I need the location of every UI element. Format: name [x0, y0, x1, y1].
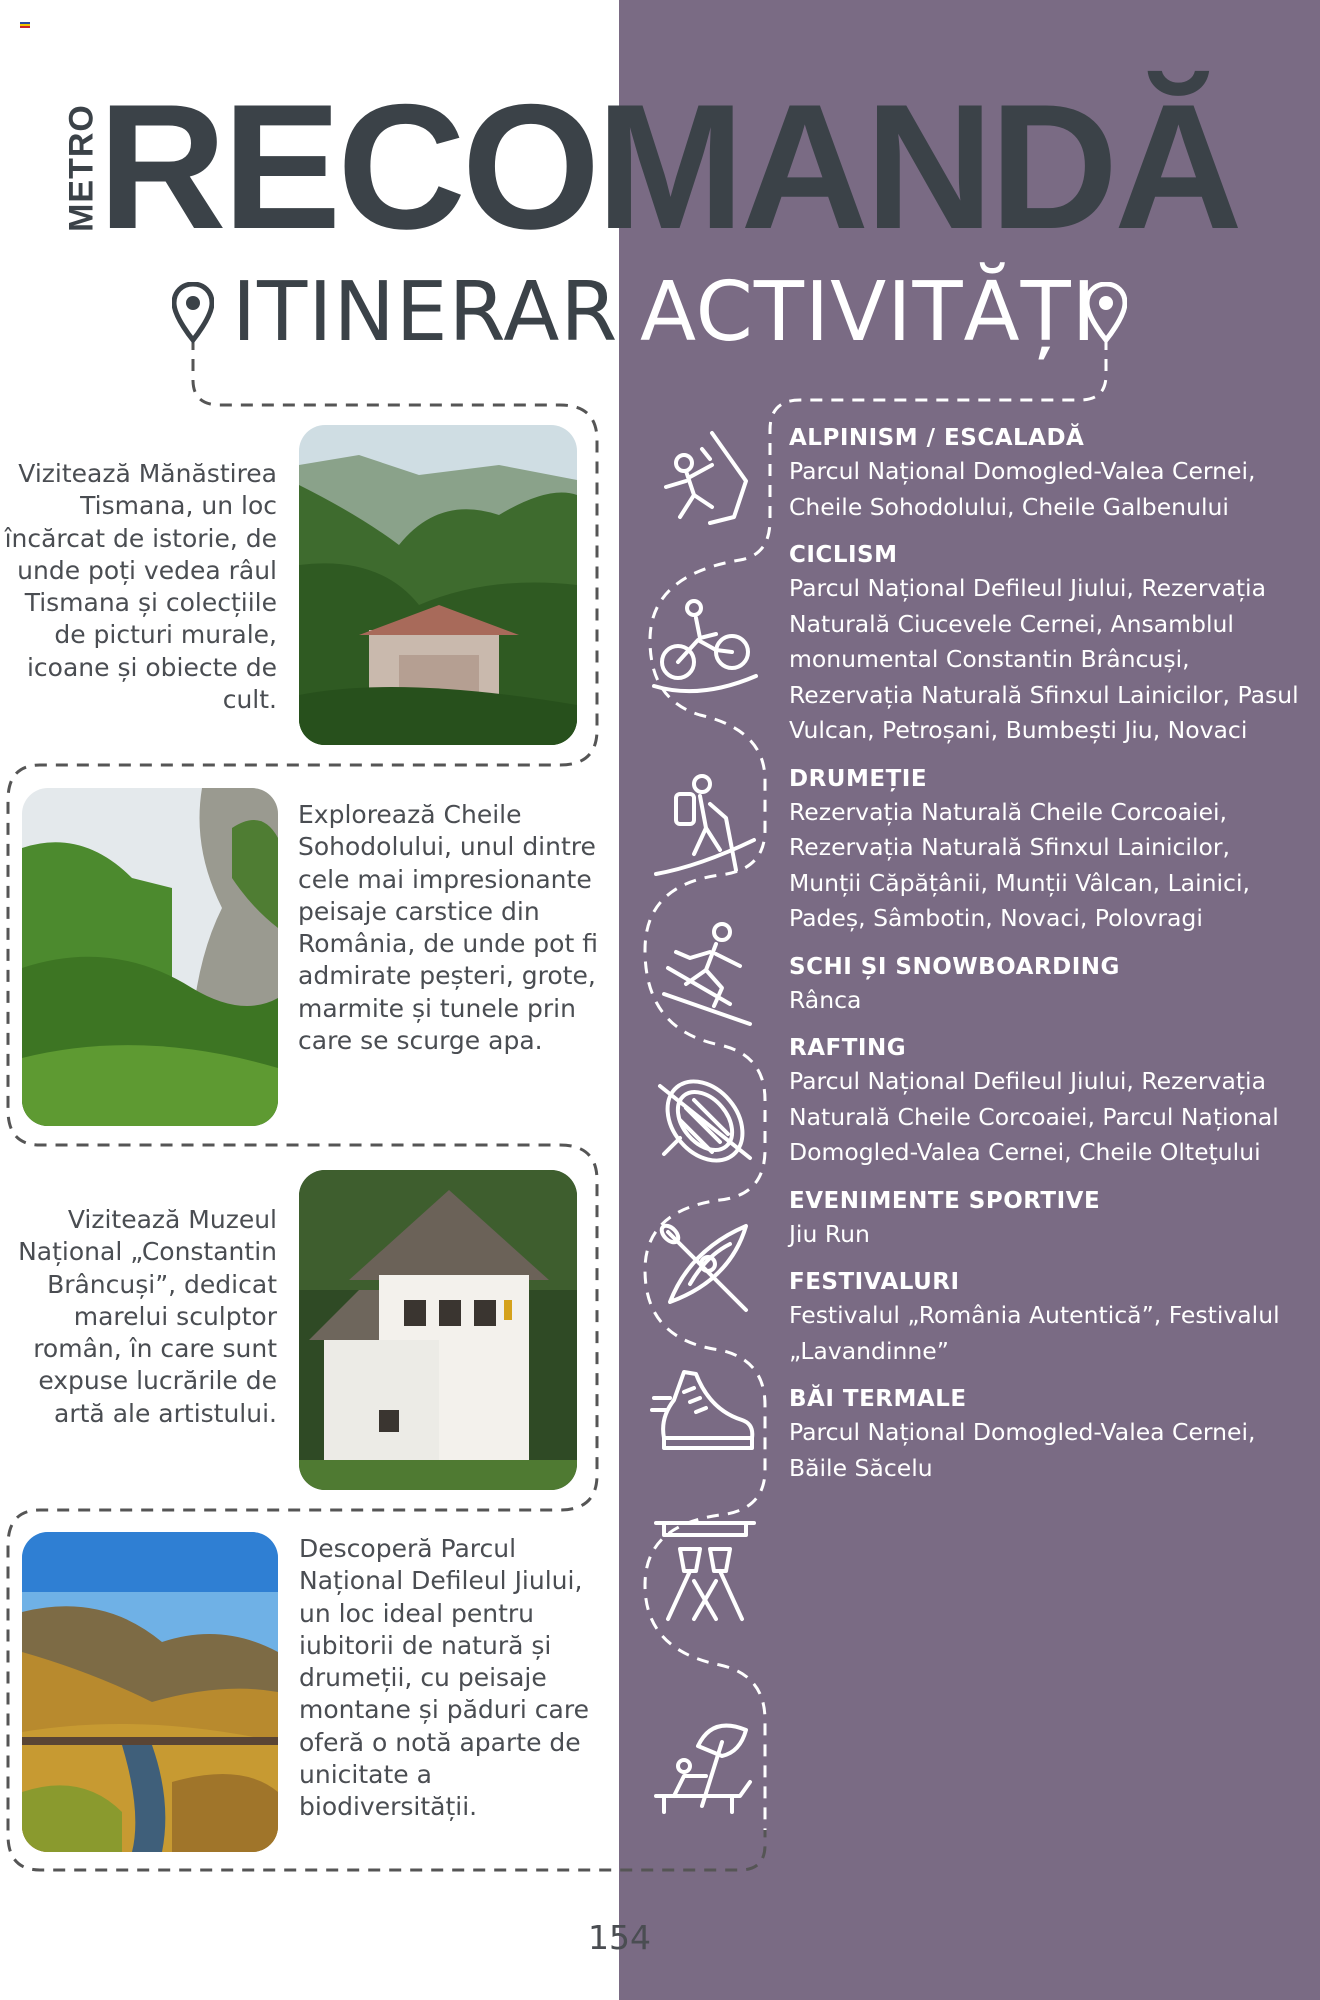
jiu-gorge-park-photo: [22, 1532, 278, 1852]
activity-locations: Jiu Run: [789, 1219, 870, 1248]
activities-heading: ACTIVITĂȚI: [640, 265, 1097, 360]
activity-title: FESTIVALURI: [789, 1269, 960, 1295]
activity-title: ALPINISM / ESCALADĂ: [789, 425, 1085, 451]
brand-label: METRO: [62, 104, 101, 232]
running-shoe-icon: [650, 1358, 760, 1468]
activity-locations: Rânca: [789, 985, 862, 1014]
hiking-icon: [650, 770, 760, 880]
activity-title: RAFTING: [789, 1035, 907, 1061]
climbing-icon: [650, 425, 760, 535]
activity-title: BĂI TERMALE: [789, 1386, 967, 1412]
activity-item: [789, 539, 1309, 749]
activity-item: [789, 1266, 1309, 1369]
activity-title: CICLISM: [789, 542, 898, 568]
kayak-icon: [650, 1210, 760, 1320]
activity-item: [789, 1032, 1309, 1171]
beach-umbrella-icon: [650, 1712, 760, 1822]
festival-cheers-icon: [650, 1515, 760, 1625]
activities-list: [789, 422, 1309, 1500]
activity-title: DRUMEȚIE: [789, 765, 928, 792]
activity-item: [789, 422, 1309, 525]
skiing-icon: [650, 918, 760, 1028]
page-number: 154: [588, 1918, 651, 1957]
activity-locations: Parcul Național Defileul Jiului, Rezervația Naturală Ciucevele Cernei, Ansamblul monumental Constantin Brâncuși, Rezervația Naturală Sfinxul Lainicilor, Pasul Vulcan, Petroșani, Bumbești Jiu, Novaci: [789, 574, 1299, 744]
cycling-icon: [650, 590, 760, 700]
page-title: RECOMANDĂ: [98, 67, 1239, 266]
rafting-icon: [650, 1066, 760, 1176]
location-pin-icon: [172, 282, 214, 344]
activity-title: EVENIMENTE SPORTIVE: [789, 1187, 1101, 1214]
activity-title: SCHI ȘI SNOWBOARDING: [789, 953, 1120, 980]
activity-locations: Rezervația Naturală Cheile Corcoaiei, Rezervația Naturală Sfinxul Lainicilor, Munții Căpățânii, Munții Vâlcan, Lainici, Padeș, Sâmbotin, Novaci, Polovragi: [789, 797, 1250, 932]
activity-locations: Parcul Național Defileul Jiului, Rezervația Naturală Cheile Corcoaiei, Parcul Național Domogled-Valea Cernei, Cheile Olteţului: [789, 1067, 1279, 1166]
brancusi-museum-photo: [299, 1170, 577, 1490]
itinerary-text-3: Vizitează Muzeul Național „Constantin Brâncuși”, dedicat marelui sculptor român, în care sunt expuse lucrările de artă ale artistului.: [18, 1205, 277, 1428]
activity-item: [789, 1185, 1309, 1253]
itinerary-text-4: Descoperă Parcul Național Defileul Jiului, un loc ideal pentru iubitorii de natură și drumeții, cu peisaje montane și păduri care oferă o notă aparte de unicitate a biodiversității.: [299, 1534, 589, 1822]
tismana-monastery-photo: [299, 425, 577, 745]
itinerary-text-2: Explorează Cheile Sohodolului, unul dintre cele mai impresionante peisaje carstice din România, de unde pot fi admirate peșteri, grote, marmite și tunele prin care se scurge apa.: [298, 800, 598, 1056]
activity-locations: Parcul Național Domogled-Valea Cernei, Cheile Sohodolului, Cheile Galbenului: [789, 457, 1256, 521]
location-pin-icon: [1085, 282, 1127, 344]
sohodol-gorge-photo: [22, 788, 278, 1126]
activity-locations: Festivalul „România Autentică”, Festivalul „Lavandinne”: [789, 1301, 1280, 1365]
activity-item: [789, 1383, 1309, 1486]
activity-item: [789, 951, 1309, 1019]
activity-locations: Parcul Național Domogled-Valea Cernei, Băile Săcelu: [789, 1418, 1256, 1482]
activity-item: [789, 763, 1309, 937]
itinerary-heading: ITINERAR: [232, 265, 619, 360]
itinerary-text-1: Vizitează Mănăstirea Tismana, un loc încărcat de istorie, de unde poți vedea râul Tismana și colecțiile de picturi murale, icoane și obiecte de cult.: [4, 459, 277, 715]
